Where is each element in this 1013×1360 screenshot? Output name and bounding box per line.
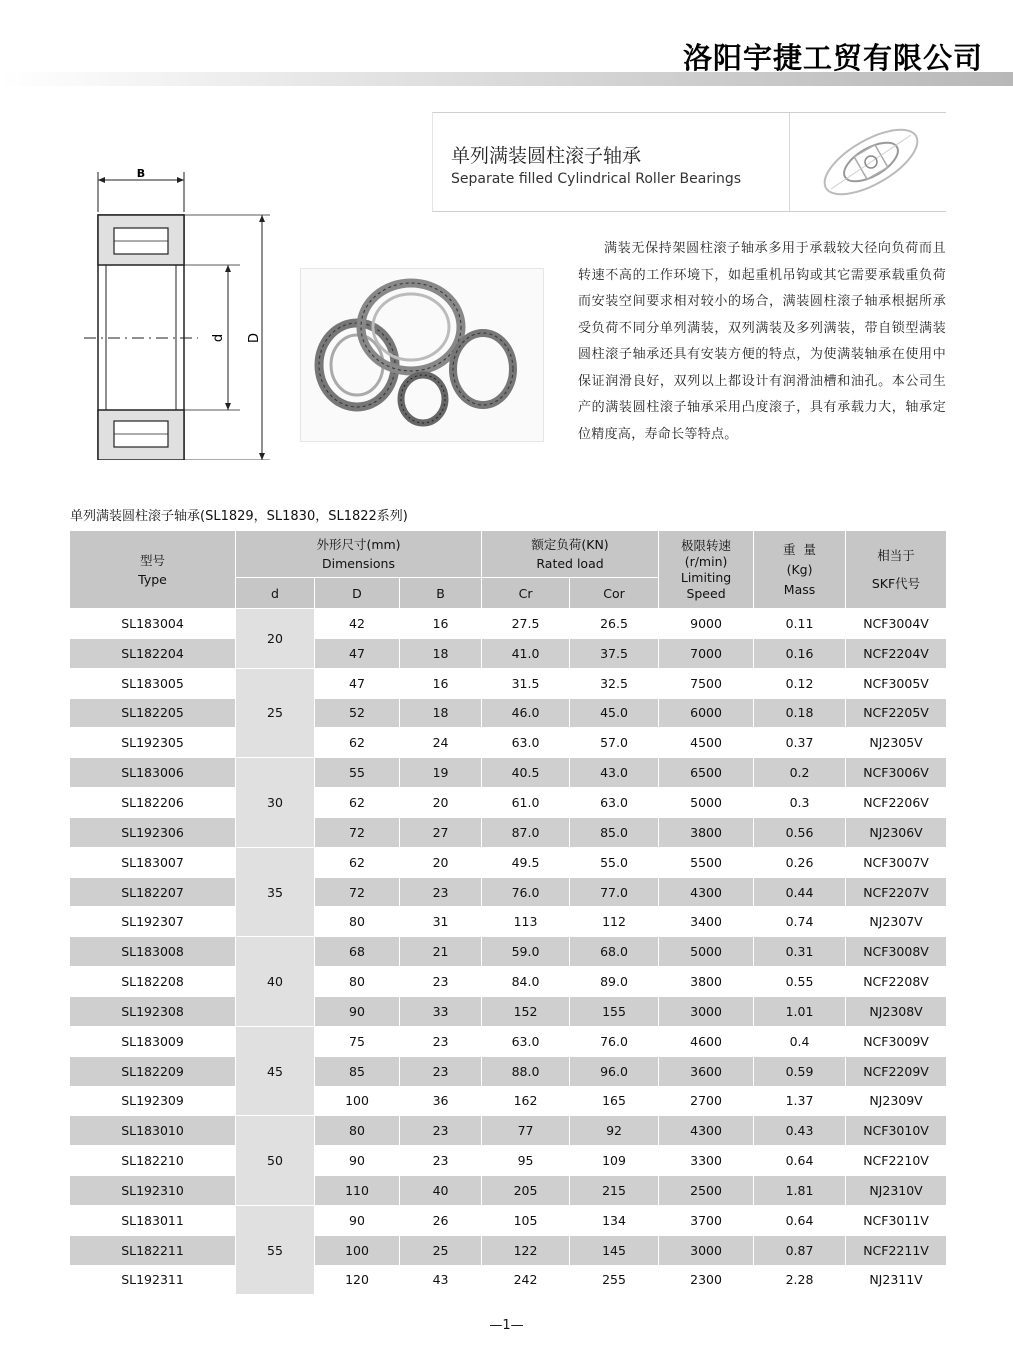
cell-speed: 6500: [659, 758, 754, 788]
cell-skf: NCF2204V: [846, 638, 947, 668]
title-english: Separate filled Cylindrical Roller Bearings: [451, 171, 742, 187]
cell-cor: 165: [570, 1086, 659, 1116]
cell-mass: 0.16: [754, 638, 846, 668]
table-row: [70, 788, 947, 818]
cell-mass: 0.31: [754, 937, 846, 967]
cell-D: 100: [315, 1235, 400, 1265]
cell-D: 47: [315, 668, 400, 698]
cell-D: 62: [315, 788, 400, 818]
cell-skf: NCF2208V: [846, 967, 947, 997]
cell-B: 20: [400, 847, 482, 877]
cell-B: 16: [400, 668, 482, 698]
cell-type: SL192306: [70, 817, 236, 847]
cell-mass: 1.81: [754, 1176, 846, 1206]
cell-skf: NJ2305V: [846, 728, 947, 758]
cell-skf: NCF3004V: [846, 609, 947, 639]
cell-B: 20: [400, 788, 482, 818]
table-row: [70, 996, 947, 1026]
cell-speed: 7000: [659, 638, 754, 668]
cell-D: 52: [315, 698, 400, 728]
cell-type: SL182205: [70, 698, 236, 728]
cell-cor: 96.0: [570, 1056, 659, 1086]
cell-speed: 3300: [659, 1146, 754, 1176]
page-number: —1—: [489, 1318, 524, 1333]
cell-D: 120: [315, 1265, 400, 1295]
cell-skf: NCF3009V: [846, 1026, 947, 1056]
cell-type: SL182210: [70, 1146, 236, 1176]
cell-mass: 0.11: [754, 609, 846, 639]
cell-mass: 0.64: [754, 1205, 846, 1235]
cell-B: 23: [400, 1026, 482, 1056]
cell-type: SL192305: [70, 728, 236, 758]
table-row: [70, 1056, 947, 1086]
cell-mass: 1.01: [754, 996, 846, 1026]
cell-cr: 105: [482, 1205, 570, 1235]
cell-speed: 2300: [659, 1265, 754, 1295]
cell-type: SL182208: [70, 967, 236, 997]
cell-skf: NCF3008V: [846, 937, 947, 967]
cell-cr: 122: [482, 1235, 570, 1265]
header-cr: Cr: [482, 578, 570, 609]
cell-type: SL183011: [70, 1205, 236, 1235]
table-caption: 单列满装圆柱滚子轴承(SL1829，SL1830，SL1822系列): [70, 509, 408, 524]
table-row: [70, 1116, 947, 1146]
header-mass-unit: (Kg): [786, 561, 813, 577]
cell-B: 21: [400, 937, 482, 967]
header-dim-cn: 外形尺寸(mm): [316, 537, 401, 552]
cell-type: SL183004: [70, 609, 236, 639]
cell-skf: NCF2205V: [846, 698, 947, 728]
cell-cor: 134: [570, 1205, 659, 1235]
cell-B: 23: [400, 967, 482, 997]
cell-bore-d: 30: [236, 758, 315, 848]
cell-B: 18: [400, 638, 482, 668]
cell-type: SL182207: [70, 877, 236, 907]
cell-D: 110: [315, 1176, 400, 1206]
cell-cr: 205: [482, 1176, 570, 1206]
cell-B: 27: [400, 817, 482, 847]
cell-speed: 2700: [659, 1086, 754, 1116]
cell-speed: 9000: [659, 609, 754, 639]
cell-type: SL192311: [70, 1265, 236, 1295]
table-row: [70, 907, 947, 937]
header-speed-en1: Limiting: [680, 569, 732, 585]
cell-speed: 4300: [659, 877, 754, 907]
cell-speed: 4300: [659, 1116, 754, 1146]
table-row: [70, 758, 947, 788]
table-row: [70, 1235, 947, 1265]
label-d: d: [211, 333, 226, 343]
cell-cr: 84.0: [482, 967, 570, 997]
cell-bore-d: 45: [236, 1026, 315, 1116]
cell-D: 80: [315, 967, 400, 997]
cell-B: 23: [400, 877, 482, 907]
cell-mass: 0.56: [754, 817, 846, 847]
cell-D: 90: [315, 996, 400, 1026]
cell-type: SL192307: [70, 907, 236, 937]
cell-speed: 2500: [659, 1176, 754, 1206]
cell-skf: NJ2311V: [846, 1265, 947, 1295]
table-row: [70, 668, 947, 698]
cell-type: SL183008: [70, 937, 236, 967]
cell-cr: 152: [482, 996, 570, 1026]
cell-speed: 6000: [659, 698, 754, 728]
cell-cr: 49.5: [482, 847, 570, 877]
table-row: [70, 698, 947, 728]
header-speed-unit: (r/min): [684, 553, 728, 569]
cell-B: 23: [400, 1146, 482, 1176]
cell-B: 26: [400, 1205, 482, 1235]
table-row: [70, 1086, 947, 1116]
table-row: [70, 817, 947, 847]
cell-B: 40: [400, 1176, 482, 1206]
header-d: d: [236, 578, 315, 609]
cell-B: 33: [400, 996, 482, 1026]
header-skf-cn: 相当于: [877, 547, 915, 563]
cell-cor: 109: [570, 1146, 659, 1176]
cell-D: 68: [315, 937, 400, 967]
cell-cor: 112: [570, 907, 659, 937]
cell-cor: 57.0: [570, 728, 659, 758]
cell-cr: 242: [482, 1265, 570, 1295]
cell-cr: 63.0: [482, 728, 570, 758]
table-row: [70, 1026, 947, 1056]
header-mass: [754, 531, 846, 609]
cell-cor: 63.0: [570, 788, 659, 818]
cell-cr: 40.5: [482, 758, 570, 788]
header-speed: [659, 531, 754, 609]
title-box: [432, 112, 946, 212]
cell-speed: 5000: [659, 788, 754, 818]
header-load-cn: 额定负荷(KN): [531, 537, 609, 552]
bearing-cross-section-drawing: [78, 160, 278, 460]
header-dimensions: [236, 531, 482, 578]
header-mass-en: Mass: [783, 581, 816, 597]
cell-B: 31: [400, 907, 482, 937]
table-row: [70, 937, 947, 967]
cell-skf: NJ2306V: [846, 817, 947, 847]
cell-mass: 0.64: [754, 1146, 846, 1176]
cell-bore-d: 40: [236, 937, 315, 1027]
cell-type: SL183010: [70, 1116, 236, 1146]
cell-mass: 0.55: [754, 967, 846, 997]
bearing-sketch-icon: [811, 119, 931, 205]
cell-skf: NCF2211V: [846, 1235, 947, 1265]
cell-mass: 0.87: [754, 1235, 846, 1265]
table-row: [70, 638, 947, 668]
cell-cor: 155: [570, 996, 659, 1026]
cell-D: 62: [315, 847, 400, 877]
header-B: B: [400, 578, 482, 609]
cell-cor: 77.0: [570, 877, 659, 907]
cell-cr: 31.5: [482, 668, 570, 698]
cell-type: SL183009: [70, 1026, 236, 1056]
header-load-en: Rated load: [536, 556, 604, 571]
header-mass-cn: 重 量: [783, 541, 816, 557]
cell-cr: 88.0: [482, 1056, 570, 1086]
cell-type: SL182206: [70, 788, 236, 818]
cell-speed: 3700: [659, 1205, 754, 1235]
cell-speed: 4500: [659, 728, 754, 758]
cell-speed: 5500: [659, 847, 754, 877]
cell-mass: 0.18: [754, 698, 846, 728]
cell-D: 55: [315, 758, 400, 788]
table-row: [70, 1205, 947, 1235]
cell-mass: 0.43: [754, 1116, 846, 1146]
cell-skf: NCF2207V: [846, 877, 947, 907]
cell-cor: 89.0: [570, 967, 659, 997]
bearing-photo: [300, 268, 544, 442]
cell-skf: NCF3005V: [846, 668, 947, 698]
cell-mass: 0.37: [754, 728, 846, 758]
cell-skf: NCF2210V: [846, 1146, 947, 1176]
cell-skf: NCF3010V: [846, 1116, 947, 1146]
cell-B: 18: [400, 698, 482, 728]
cell-mass: 0.4: [754, 1026, 846, 1056]
cell-D: 90: [315, 1146, 400, 1176]
cell-B: 16: [400, 609, 482, 639]
company-name: 洛阳宇捷工贸有限公司: [682, 41, 983, 75]
cell-speed: 3800: [659, 817, 754, 847]
cell-cor: 85.0: [570, 817, 659, 847]
header-type-en: Type: [138, 571, 167, 587]
cell-cor: 37.5: [570, 638, 659, 668]
header-speed-en2: Speed: [686, 585, 726, 601]
header-rated-load: [482, 531, 659, 578]
label-D: D: [247, 332, 262, 344]
cell-type: SL183007: [70, 847, 236, 877]
cell-cr: 87.0: [482, 817, 570, 847]
cell-cor: 45.0: [570, 698, 659, 728]
cell-cr: 61.0: [482, 788, 570, 818]
header-cor: Cor: [570, 578, 659, 609]
cell-cr: 27.5: [482, 609, 570, 639]
cell-D: 90: [315, 1205, 400, 1235]
cell-mass: 0.59: [754, 1056, 846, 1086]
cell-B: 43: [400, 1265, 482, 1295]
cell-cor: 43.0: [570, 758, 659, 788]
cell-cor: 215: [570, 1176, 659, 1206]
table-body: [70, 609, 947, 1295]
cell-speed: 3600: [659, 1056, 754, 1086]
cell-skf: NCF2206V: [846, 788, 947, 818]
cell-skf: NJ2310V: [846, 1176, 947, 1206]
cell-cor: 55.0: [570, 847, 659, 877]
cell-D: 100: [315, 1086, 400, 1116]
cell-B: 24: [400, 728, 482, 758]
cell-mass: 0.12: [754, 668, 846, 698]
header-dim-en: Dimensions: [322, 556, 395, 571]
cell-bore-d: 50: [236, 1116, 315, 1206]
cell-type: SL192309: [70, 1086, 236, 1116]
cell-bore-d: 55: [236, 1205, 315, 1295]
cell-cr: 76.0: [482, 877, 570, 907]
table-row: [70, 967, 947, 997]
header-D: D: [315, 578, 400, 609]
cell-cr: 113: [482, 907, 570, 937]
cell-D: 42: [315, 609, 400, 639]
header-skf-en: SKF代号: [871, 575, 921, 591]
cell-B: 19: [400, 758, 482, 788]
cell-cr: 162: [482, 1086, 570, 1116]
cell-D: 72: [315, 877, 400, 907]
cell-speed: 3000: [659, 996, 754, 1026]
header-speed-cn: 极限转速: [681, 537, 732, 553]
cell-type: SL182209: [70, 1056, 236, 1086]
table-row: [70, 1176, 947, 1206]
cell-speed: 3400: [659, 907, 754, 937]
cell-cr: 95: [482, 1146, 570, 1176]
cell-type: SL183006: [70, 758, 236, 788]
cell-speed: 3800: [659, 967, 754, 997]
cell-B: 23: [400, 1056, 482, 1086]
title-chinese: 单列满装圆柱滚子轴承: [451, 145, 642, 167]
cell-bore-d: 20: [236, 609, 315, 669]
cell-mass: 1.37: [754, 1086, 846, 1116]
table-row: [70, 728, 947, 758]
cell-cor: 68.0: [570, 937, 659, 967]
description-paragraph: 满装无保持架圆柱滚子轴承多用于承载较大径向负荷而且转速不高的工作环境下，如起重机吊钩或其它需要承载重负荷而安装空间要求相对较小的场合，满装圆柱滚子轴承根据所承受负荷不同分单列满装，双列满装及多列满装，带自锁型满装圆柱滚子轴承还具有安装方便的特点，为使满装轴承在使用中保证润滑良好，双列以上都设计有润滑油槽和油孔。本公司生产的满装圆柱滚子轴承采用凸度滚子，具有承载力大，轴承定位精度高，寿命长等特点。: [578, 241, 946, 442]
cell-skf: NCF3007V: [846, 847, 947, 877]
cell-speed: 4600: [659, 1026, 754, 1056]
cell-D: 72: [315, 817, 400, 847]
title-divider: [789, 113, 790, 211]
bearing-spec-table: [69, 530, 947, 1295]
header-type-cn: 型号: [139, 552, 165, 568]
cell-mass: 0.44: [754, 877, 846, 907]
cell-type: SL182204: [70, 638, 236, 668]
cell-type: SL192308: [70, 996, 236, 1026]
cell-B: 36: [400, 1086, 482, 1116]
label-B: B: [136, 167, 146, 180]
cell-D: 47: [315, 638, 400, 668]
cell-mass: 0.26: [754, 847, 846, 877]
cell-speed: 3000: [659, 1235, 754, 1265]
cell-skf: NCF3011V: [846, 1205, 947, 1235]
cell-mass: 0.3: [754, 788, 846, 818]
cell-bore-d: 25: [236, 668, 315, 758]
cell-skf: NJ2309V: [846, 1086, 947, 1116]
table-row: [70, 609, 947, 639]
cell-cr: 63.0: [482, 1026, 570, 1056]
cell-type: SL192310: [70, 1176, 236, 1206]
cell-cr: 77: [482, 1116, 570, 1146]
bearing-photo-illustration: [301, 269, 543, 441]
cell-D: 85: [315, 1056, 400, 1086]
cell-skf: NCF2209V: [846, 1056, 947, 1086]
cell-cor: 76.0: [570, 1026, 659, 1056]
cell-B: 23: [400, 1116, 482, 1146]
cell-skf: NJ2308V: [846, 996, 947, 1026]
table-row: [70, 847, 947, 877]
cell-cor: 32.5: [570, 668, 659, 698]
header-skf: [846, 531, 947, 609]
cell-cor: 92: [570, 1116, 659, 1146]
cell-cor: 255: [570, 1265, 659, 1295]
cell-skf: NJ2307V: [846, 907, 947, 937]
cell-D: 75: [315, 1026, 400, 1056]
cell-B: 25: [400, 1235, 482, 1265]
cell-D: 80: [315, 1116, 400, 1146]
cell-speed: 5000: [659, 937, 754, 967]
header-type: [70, 531, 236, 609]
cell-mass: 0.2: [754, 758, 846, 788]
cell-D: 62: [315, 728, 400, 758]
cell-bore-d: 35: [236, 847, 315, 937]
cell-type: SL183005: [70, 668, 236, 698]
header-bar: [0, 0, 1013, 86]
cell-cr: 46.0: [482, 698, 570, 728]
cell-skf: NCF3006V: [846, 758, 947, 788]
cell-type: SL182211: [70, 1235, 236, 1265]
cell-cr: 59.0: [482, 937, 570, 967]
table-row: [70, 1146, 947, 1176]
cell-mass: 0.74: [754, 907, 846, 937]
cell-cor: 26.5: [570, 609, 659, 639]
cell-cor: 145: [570, 1235, 659, 1265]
cell-mass: 2.28: [754, 1265, 846, 1295]
cell-D: 80: [315, 907, 400, 937]
cell-cr: 41.0: [482, 638, 570, 668]
cell-speed: 7500: [659, 668, 754, 698]
table-row: [70, 1265, 947, 1295]
table-row: [70, 877, 947, 907]
